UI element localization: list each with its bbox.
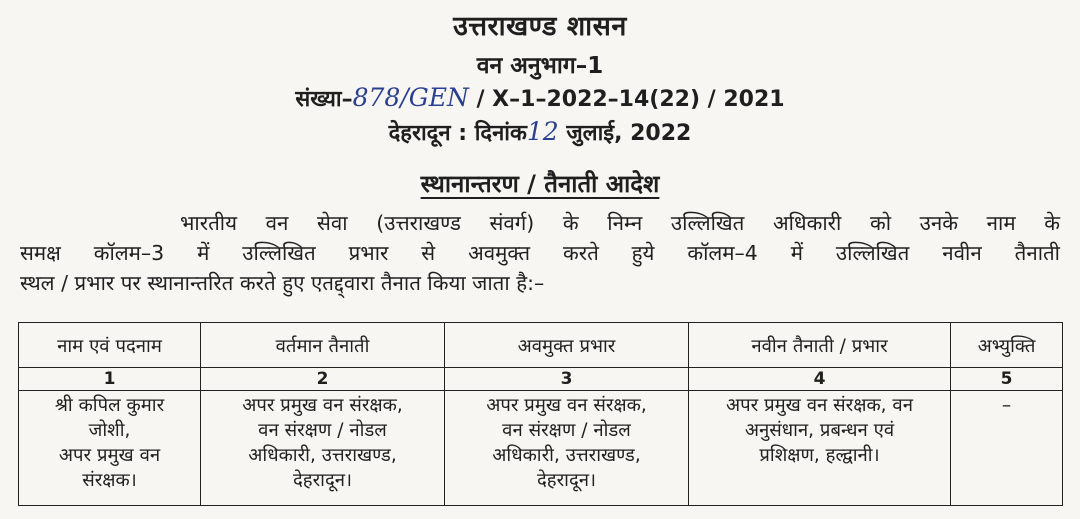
date-handwritten: 12 [526, 117, 559, 146]
reference-suffix: / X–1–2022–14(22) / 2021 [468, 87, 785, 112]
cell-name-designation [19, 391, 201, 506]
cell-line: संरक्षक। [82, 470, 137, 491]
header-new-posting: नवीन तैनाती / प्रभार [689, 323, 951, 368]
cell-current-posting [201, 391, 445, 506]
cell-line: – [1001, 395, 1012, 416]
cell-line: श्री कपिल कुमार [54, 395, 165, 416]
cell-line: अपर प्रमुख वन संरक्षक, वन [726, 395, 913, 416]
paragraph-line: भारतीय वन सेवा (उत्तराखण्ड संवर्ग) के निम्न उल्लिखित अधिकारी को उनके नाम के [180, 211, 1060, 235]
order-title-text: स्थानान्तरण / तैनाती आदेश [420, 170, 660, 198]
table-row [19, 391, 1063, 506]
column-number: 4 [689, 368, 951, 391]
department-heading: वन अनुभाग–1 [476, 53, 604, 79]
transfer-table [18, 322, 1063, 506]
date-suffix: जुलाई, 2022 [558, 121, 692, 146]
reference-number [0, 83, 1080, 113]
cell-relieved-charge [445, 391, 689, 506]
cell-line: देहरादून। [536, 470, 597, 491]
cell-line: अपर प्रमुख वन [58, 445, 161, 466]
cell-line: अनुसंधान, प्रबन्धन एवं [744, 420, 895, 441]
cell-line: अधिकारी, उत्तराखण्ड, [492, 445, 641, 466]
reference-prefix: संख्या– [295, 87, 353, 112]
cell-new-posting [689, 391, 951, 506]
header-current-posting: वर्तमान तैनाती [201, 323, 445, 368]
header-name-designation: नाम एवं पदनाम [19, 323, 201, 368]
order-paragraph [20, 208, 1060, 298]
header-remarks: अभ्युक्ति [951, 323, 1063, 368]
cell-line: प्रशिक्षण, हल्द्वानी। [759, 445, 880, 466]
order-title [0, 167, 1080, 200]
column-number: 3 [445, 368, 689, 391]
column-number-row [19, 368, 1063, 391]
government-heading: उत्तराखण्ड शासन [453, 11, 627, 42]
column-number: 2 [201, 368, 445, 391]
cell-line: अपर प्रमुख वन संरक्षक, [242, 395, 403, 416]
cell-line: अपर प्रमुख वन संरक्षक, [486, 395, 647, 416]
cell-remarks [951, 391, 1063, 506]
table-header-row [19, 323, 1063, 368]
cell-line: वन संरक्षण / नोडल [258, 420, 387, 441]
cell-line: जोशी, [88, 420, 131, 441]
reference-handwritten: 878/GEN [352, 83, 469, 112]
paragraph-line: समक्ष कॉलम–3 में उल्लिखित प्रभार से अवमुक्त करते हुये कॉलम–4 में उल्लिखित नवीन तैनाती [20, 241, 1060, 265]
cell-line: अधिकारी, उत्तराखण्ड, [248, 445, 397, 466]
cell-line: वन संरक्षण / नोडल [502, 420, 631, 441]
place-date-line [0, 117, 1080, 147]
header-relieved-charge: अवमुक्त प्रभार [445, 323, 689, 368]
column-number: 1 [19, 368, 201, 391]
place-date-prefix: देहरादून : दिनांक [388, 121, 527, 146]
cell-line: देहरादून। [292, 470, 353, 491]
paragraph-line: स्थल / प्रभार पर स्थानान्तरित करते हुए एतद्द्वारा तैनात किया जाता है:– [20, 271, 545, 295]
column-number: 5 [951, 368, 1063, 391]
